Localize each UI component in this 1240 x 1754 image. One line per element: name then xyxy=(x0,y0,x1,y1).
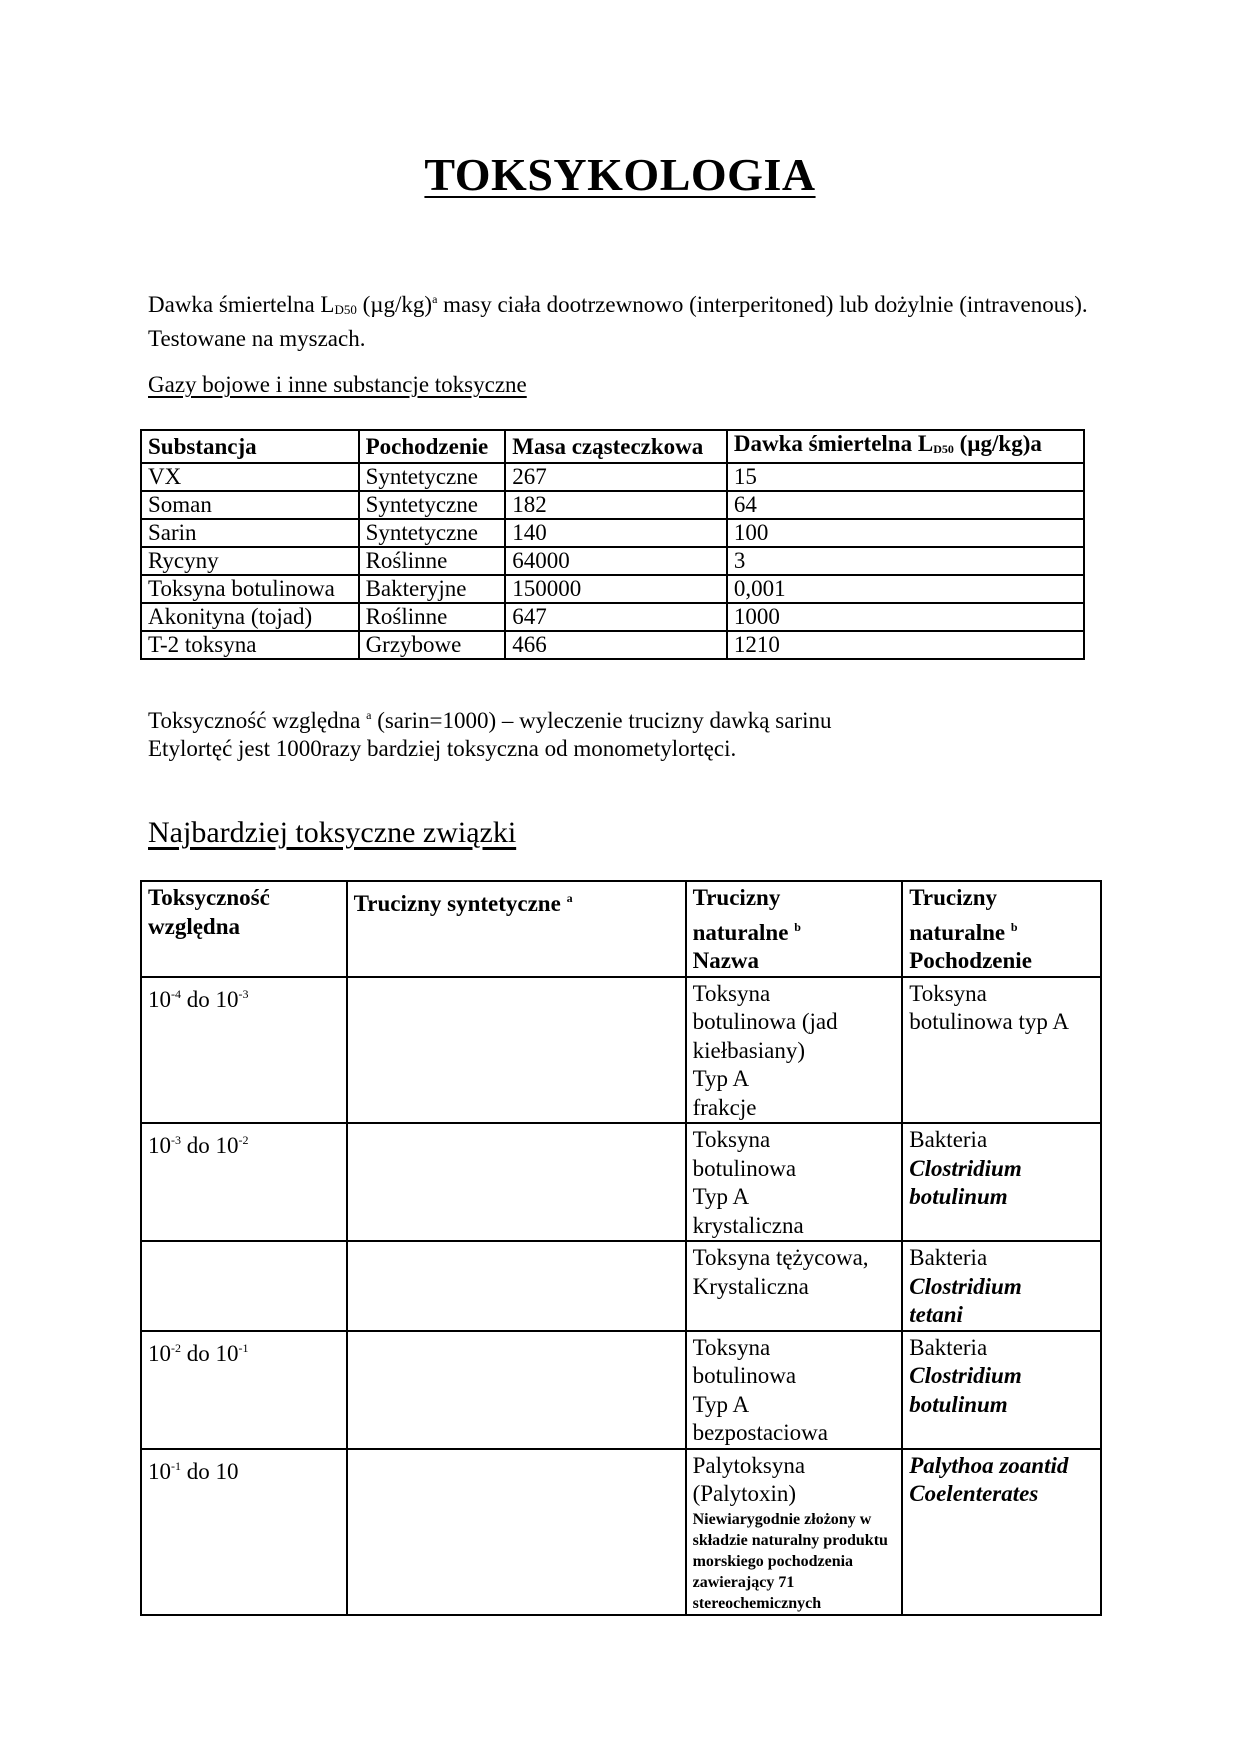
section-heading-toxic-compounds: Najbardziej toksyczne związki xyxy=(148,816,517,849)
name-line: botulinowa xyxy=(692,1155,797,1181)
range-base: 10 xyxy=(148,1133,171,1158)
origin-line: Bakteria xyxy=(909,1127,988,1152)
cell-mass: 150000 xyxy=(505,575,727,603)
name-line: Toksyna xyxy=(692,1127,771,1152)
range-mid: do xyxy=(181,1133,216,1158)
cell-origin: Roślinne xyxy=(359,603,506,631)
intro-text-3: masy ciała dootrzewnowo (interperitoned) lub dożylnie (intravenous). Testowane na myszach. xyxy=(148,292,1088,351)
section-heading-gases: Gazy bojowe i inne substancje toksyczne xyxy=(148,372,527,397)
header-dose xyxy=(727,430,1084,463)
cell-natural-name xyxy=(686,1449,903,1615)
header-text: naturalne xyxy=(692,919,795,945)
header-synthetic-poisons xyxy=(347,881,686,977)
cell-range xyxy=(141,1331,347,1449)
range-mid: do xyxy=(181,1340,216,1366)
cell-mass: 182 xyxy=(505,491,727,519)
cell-synthetic xyxy=(347,1331,686,1449)
range-exponent: -3 xyxy=(171,1133,181,1147)
origin-species-line: Palythoa zoantid xyxy=(909,1452,1069,1478)
range-base: 10 xyxy=(148,1340,171,1366)
range-exponent: -1 xyxy=(171,1458,181,1473)
name-line: botulinowa xyxy=(692,1363,797,1388)
name-line: Krystaliczna xyxy=(692,1273,809,1299)
table-row xyxy=(141,575,1084,603)
table-row xyxy=(141,1123,1101,1241)
header-dose-text: Dawka śmiertelna L xyxy=(733,431,934,456)
name-line: botulinowa (jad xyxy=(692,1009,838,1034)
page-title: TOKSYKOLOGIA xyxy=(424,149,816,200)
cell-natural-name xyxy=(686,1241,903,1331)
header-text: względna xyxy=(148,913,240,939)
table-row xyxy=(141,463,1084,491)
origin-species-line: botulinum xyxy=(909,1184,1008,1209)
cell-natural-origin xyxy=(902,1449,1101,1615)
origin-line: Bakteria xyxy=(909,1334,988,1360)
cell-mass: 466 xyxy=(505,631,727,659)
cell-natural-origin xyxy=(902,977,1101,1124)
header-text: Trucizny xyxy=(692,885,781,910)
name-line: Toksyna tężycowa, xyxy=(692,1245,869,1270)
cell-range xyxy=(141,1241,347,1331)
cell-natural-name xyxy=(686,1123,903,1241)
intro-text-2: (µg/kg) xyxy=(356,292,433,317)
header-relative-toxicity xyxy=(141,881,347,977)
intro-text-1: Dawka śmiertelna L xyxy=(148,292,335,317)
range-exponent: -4 xyxy=(171,986,181,1001)
cell-synthetic xyxy=(347,1449,686,1615)
header-substance: Substancja xyxy=(141,430,359,463)
cell-range xyxy=(141,1449,347,1615)
range-exponent: -1 xyxy=(238,1340,249,1355)
cell-dose: 0,001 xyxy=(727,575,1084,603)
range-mid: do 10 xyxy=(181,1458,239,1484)
cell-origin: Syntetyczne xyxy=(359,463,506,491)
header-mass: Masa cząsteczkowa xyxy=(505,430,727,463)
name-line: Typ A xyxy=(692,1391,750,1417)
note-line-2: Etylortęć jest 1000razy bardziej toksyczna od monometylortęci. xyxy=(148,736,737,761)
cell-mass: 267 xyxy=(505,463,727,491)
note-text-1: Toksyczność względna xyxy=(148,708,367,733)
range-exponent: -3 xyxy=(238,986,249,1001)
name-line: bezpostaciowa xyxy=(692,1420,828,1445)
cell-substance: Sarin xyxy=(141,519,359,547)
substances-table xyxy=(140,429,1085,660)
range-base: 10 xyxy=(148,986,171,1012)
cell-natural-origin xyxy=(902,1241,1101,1331)
name-description: Niewiarygodnie złożony w składzie naturalny produktu morskiego pochodzenia zawierający 71 stereochemicznych xyxy=(692,1510,888,1612)
cell-substance: VX xyxy=(141,463,359,491)
header-text: Trucizny syntetyczne xyxy=(353,891,567,916)
origin-species-line: botulinum xyxy=(909,1391,1008,1417)
name-line: krystaliczna xyxy=(692,1212,804,1238)
cell-range xyxy=(141,977,347,1124)
cell-synthetic xyxy=(347,1241,686,1331)
header-dose-sub: D50 xyxy=(933,442,954,456)
header-natural-name xyxy=(686,881,903,977)
cell-mass: 140 xyxy=(505,519,727,547)
name-line: Typ A xyxy=(692,1066,750,1091)
intro-paragraph xyxy=(148,285,1108,353)
table-row xyxy=(141,1449,1101,1615)
name-line: (Palytoxin) xyxy=(692,1481,797,1506)
header-superscript: b xyxy=(1010,919,1018,934)
name-line: frakcje xyxy=(692,1094,757,1120)
cell-origin: Bakteryjne xyxy=(359,575,506,603)
range-base: 10 xyxy=(215,1133,239,1158)
table-row xyxy=(141,1241,1101,1331)
cell-synthetic xyxy=(347,1123,686,1241)
intro-subscript: D50 xyxy=(334,302,357,317)
table-row xyxy=(141,631,1084,659)
origin-line: botulinowa typ A xyxy=(909,1009,1069,1034)
origin-species-line: Clostridium xyxy=(909,1273,1022,1299)
header-text: Pochodzenie xyxy=(909,948,1032,973)
cell-origin: Grzybowe xyxy=(359,631,506,659)
cell-natural-name xyxy=(686,977,903,1124)
header-text: naturalne xyxy=(909,919,1011,945)
table-row xyxy=(141,547,1084,575)
cell-origin: Syntetyczne xyxy=(359,519,506,547)
intro-superscript: a xyxy=(432,292,438,306)
cell-dose: 3 xyxy=(727,547,1084,575)
name-line: Typ A xyxy=(692,1184,750,1209)
cell-substance: Rycyny xyxy=(141,547,359,575)
toxicity-note xyxy=(148,701,1108,763)
cell-natural-name xyxy=(686,1331,903,1449)
cell-dose: 1000 xyxy=(727,603,1084,631)
range-base: 10 xyxy=(148,1458,171,1484)
name-line: kiełbasiany) xyxy=(692,1037,805,1063)
header-origin: Pochodzenie xyxy=(359,430,506,463)
name-line: Toksyna xyxy=(692,980,771,1006)
cell-mass: 64000 xyxy=(505,547,727,575)
origin-line: Bakteria xyxy=(909,1245,988,1270)
table-row xyxy=(141,603,1084,631)
cell-dose: 64 xyxy=(727,491,1084,519)
cell-natural-origin xyxy=(902,1331,1101,1449)
table-row xyxy=(141,519,1084,547)
range-base: 10 xyxy=(215,1340,239,1366)
name-line: Toksyna xyxy=(692,1334,771,1360)
cell-range xyxy=(141,1123,347,1241)
cell-substance: Toksyna botulinowa xyxy=(141,575,359,603)
header-superscript: a xyxy=(566,891,573,905)
cell-mass: 647 xyxy=(505,603,727,631)
cell-origin: Syntetyczne xyxy=(359,491,506,519)
note-text-2: (sarin=1000) – wyleczenie trucizny dawką sarinu xyxy=(371,708,832,733)
table-header-row xyxy=(141,430,1084,463)
header-natural-origin xyxy=(902,881,1101,977)
table-row xyxy=(141,977,1101,1124)
origin-species-line: Coelenterates xyxy=(909,1481,1039,1506)
cell-natural-origin xyxy=(902,1123,1101,1241)
header-text: Toksyczność xyxy=(148,885,270,910)
cell-synthetic xyxy=(347,977,686,1124)
range-exponent: -2 xyxy=(238,1133,249,1147)
header-text: Trucizny xyxy=(909,885,997,910)
table-row xyxy=(141,1331,1101,1449)
cell-dose: 1210 xyxy=(727,631,1084,659)
table-row xyxy=(141,491,1084,519)
table-header-row xyxy=(141,881,1101,977)
range-base: 10 xyxy=(215,986,239,1012)
origin-species-line: Clostridium xyxy=(909,1155,1022,1181)
cell-substance: T-2 toksyna xyxy=(141,631,359,659)
header-dose-unit: (µg/kg)a xyxy=(953,431,1042,456)
origin-species-line: tetani xyxy=(909,1302,963,1327)
cell-substance: Soman xyxy=(141,491,359,519)
origin-line: Toksyna xyxy=(909,980,987,1006)
cell-origin: Roślinne xyxy=(359,547,506,575)
header-superscript: b xyxy=(794,919,801,934)
note-superscript: a xyxy=(366,708,372,722)
origin-species-line: Clostridium xyxy=(909,1363,1022,1388)
cell-substance: Akonityna (tojad) xyxy=(141,603,359,631)
range-exponent: -2 xyxy=(171,1340,181,1355)
header-text: Nazwa xyxy=(692,948,760,973)
range-mid: do xyxy=(181,986,216,1012)
toxic-compounds-table xyxy=(140,880,1102,1616)
cell-dose: 100 xyxy=(727,519,1084,547)
name-line: Palytoksyna xyxy=(692,1452,806,1478)
cell-dose: 15 xyxy=(727,463,1084,491)
